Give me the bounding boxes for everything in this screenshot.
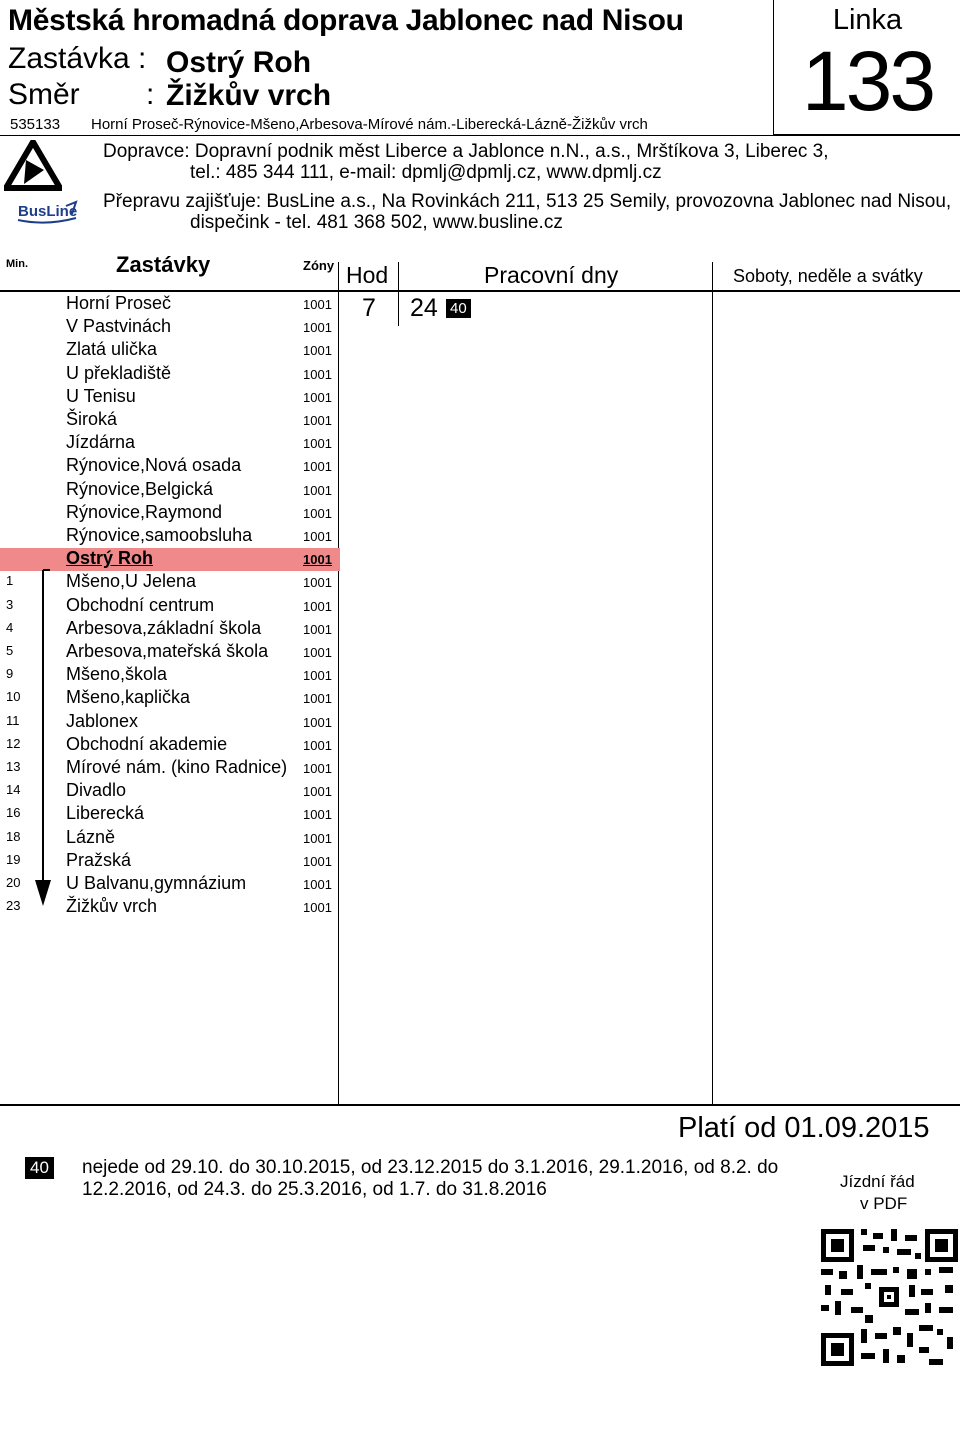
- stop-zone: 1001: [303, 529, 332, 544]
- stop-minutes: 18: [6, 828, 21, 844]
- stop-name: U Tenisu: [66, 385, 136, 406]
- busline-logo-icon: [16, 198, 80, 230]
- pdf-label-line-1: Jízdní řád: [840, 1172, 915, 1191]
- stop-zone: 1001: [303, 714, 332, 730]
- stop-zone: 1001: [303, 668, 332, 684]
- stop-zone: 1001: [303, 413, 332, 428]
- stop-minutes: 20: [6, 875, 21, 890]
- stop-row: [0, 386, 340, 409]
- line-label: Linka: [832, 4, 903, 36]
- stop-zone: 1001: [303, 807, 332, 823]
- line-box: [773, 0, 960, 135]
- stop-name: V Pastvinách: [66, 316, 172, 337]
- stop-name: Obchodní centrum: [66, 594, 215, 615]
- stop-name: Pražská: [66, 849, 132, 870]
- direction-arrow-icon: [28, 562, 58, 912]
- col-weekends-header: Soboty, neděle a svátky: [733, 266, 923, 286]
- stop-row: [0, 479, 340, 502]
- stop-row: [0, 293, 340, 316]
- departure-note-badge: 40: [446, 299, 471, 318]
- footnote-badge: 40: [25, 1157, 54, 1179]
- col-hour-header: Hod: [346, 262, 389, 288]
- stop-name: Jízdárna: [66, 432, 136, 453]
- stop-name: Jablonex: [66, 710, 139, 731]
- stop-name: Ostrý Roh: [166, 46, 312, 79]
- stop-minutes: 12: [6, 735, 21, 751]
- stop-minutes: 1: [6, 573, 14, 589]
- timetable-title: Městská hromadná doprava Jablonec nad Nisou: [8, 4, 684, 37]
- stop-zone: 1001: [303, 320, 332, 336]
- table-bottom-rule: [0, 1104, 960, 1106]
- stop-name: Arbesova,základní škola: [66, 617, 262, 638]
- stop-name: Rýnovice,Belgická: [66, 478, 214, 499]
- stop-minutes: 9: [6, 666, 14, 682]
- stop-minutes: 14: [6, 782, 21, 798]
- stop-zone: 1001: [303, 853, 332, 869]
- stop-name: Mšeno,kaplička: [66, 687, 191, 708]
- grid-divider-hour: [398, 262, 399, 326]
- header-divider: [0, 135, 960, 136]
- stop-zone: 1001: [303, 621, 332, 637]
- stop-name: Divadlo: [66, 780, 127, 801]
- stop-zone: 1001: [303, 459, 332, 475]
- stop-zone: 1001: [303, 691, 332, 707]
- stop-name: U Balvanu,gymnázium: [66, 873, 247, 893]
- operator-line-3: Přepravu zajišťuje: BusLine a.s., Na Rovinkách 211, 513 25 Semily, provozovna Jablonec nad Nisou,: [103, 191, 952, 212]
- stop-zone: 1001: [303, 482, 332, 498]
- stop-zone: 1001: [303, 761, 332, 776]
- dpmlj-logo-icon: [4, 140, 62, 192]
- stop-name: Mšeno,U Jelena: [66, 571, 197, 592]
- col-workdays-header: Pracovní dny: [484, 262, 619, 288]
- stop-zone: 1001: [303, 830, 332, 846]
- stop-row: [0, 455, 340, 478]
- stop-row: [0, 502, 340, 525]
- operator-line-2: tel.: 485 344 111, e-mail: dpmlj@dpmlj.cz, www.dpmlj.cz: [190, 162, 662, 183]
- stop-name: Mírové nám. (kino Radnice): [66, 757, 288, 777]
- stop-row: [0, 432, 340, 455]
- pdf-label-line-2: v PDF: [860, 1194, 908, 1213]
- col-zones-header: Zóny: [303, 258, 335, 273]
- stop-zone: 1001: [303, 737, 332, 753]
- stop-row: [0, 339, 340, 362]
- direction-label: Směr: [8, 78, 80, 111]
- stop-name: Žižkův vrch: [66, 896, 158, 917]
- svg-text:BusLine: BusLine: [18, 203, 78, 220]
- stop-minutes: 3: [6, 596, 14, 612]
- grid-divider-weekends: [712, 262, 713, 1104]
- stop-label: Zastávka :: [8, 42, 147, 75]
- stop-name: Rýnovice,Raymond: [66, 501, 223, 522]
- valid-from: Platí od 01.09.2015: [678, 1112, 930, 1144]
- stop-zone: 1001: [303, 598, 332, 614]
- operator-line-1: Dopravce: Dopravní podnik měst Liberce a Jablonce n.N., a.s., Mrštíkova 3, Liberec 3,: [103, 141, 829, 162]
- stop-name: Mšeno,škola: [66, 664, 168, 685]
- header-rule: [0, 290, 960, 292]
- stop-name: Ostrý Roh: [66, 548, 154, 569]
- stop-row: [0, 525, 340, 548]
- stop-zone: 1001: [303, 297, 332, 312]
- route-code: 535133: [10, 116, 61, 133]
- stop-minutes: 23: [6, 898, 21, 914]
- stop-name: Liberecká: [66, 803, 145, 824]
- stop-zone: 1001: [303, 505, 332, 521]
- operator-line-4: dispečink - tel. 481 368 502, www.busline.cz: [190, 212, 563, 233]
- stop-zone: 1001: [303, 552, 332, 568]
- stop-minutes: 5: [6, 643, 14, 658]
- stop-minutes: 16: [6, 805, 21, 821]
- direction-name: Žižkův vrch: [166, 79, 332, 112]
- stop-name: U překladiště: [66, 362, 172, 383]
- departure-minute: 24: [410, 294, 438, 322]
- stop-zone: 1001: [303, 366, 332, 382]
- stop-zone: 1001: [303, 575, 332, 591]
- stop-name: Rýnovice,samoobsluha: [66, 525, 253, 545]
- stop-zone: 1001: [303, 436, 332, 452]
- stop-row: [0, 409, 340, 432]
- stop-name: Arbesova,mateřská škola: [66, 641, 269, 661]
- line-number: 133: [801, 34, 934, 128]
- stop-name: Lázně: [66, 826, 116, 847]
- col-stops-header: Zastávky: [116, 252, 211, 277]
- direction-colon: :: [146, 78, 155, 111]
- qr-code-icon[interactable]: [821, 1229, 958, 1366]
- stop-zone: 1001: [303, 389, 332, 405]
- footnote-text: nejede od 29.10. do 30.10.2015, od 23.12.2015 do 3.1.2016, 29.1.2016, od 8.2. do 12.2.2016, od 24.3. do 25.3.2016, od 1.7. do 31.8.2016: [82, 1157, 779, 1200]
- stop-row: [0, 363, 340, 386]
- stop-minutes: 11: [6, 712, 20, 728]
- stop-minutes: 4: [6, 619, 14, 635]
- stop-name: Obchodní akademie: [66, 733, 228, 754]
- stop-minutes: 10: [6, 689, 21, 705]
- col-min-header: Min.: [6, 258, 28, 270]
- stop-name: Zlatá ulička: [66, 339, 158, 360]
- stop-zone: 1001: [303, 877, 332, 892]
- stop-name: Horní Proseč: [66, 293, 172, 313]
- stop-row: [0, 316, 340, 339]
- stop-minutes: 19: [6, 851, 21, 867]
- stop-minutes: 13: [6, 759, 21, 774]
- stop-name: Rýnovice,Nová osada: [66, 455, 242, 476]
- stop-zone: 1001: [303, 343, 332, 359]
- stop-zone: 1001: [303, 784, 332, 800]
- stop-zone: 1001: [303, 645, 332, 660]
- stop-name: Široká: [66, 409, 118, 429]
- stop-zone: 1001: [303, 900, 332, 916]
- route-description: Horní Proseč-Rýnovice-Mšeno,Arbesova-Mírové nám.-Liberecká-Lázně-Žižkův vrch: [91, 116, 648, 133]
- departure-hour: 7: [362, 294, 376, 322]
